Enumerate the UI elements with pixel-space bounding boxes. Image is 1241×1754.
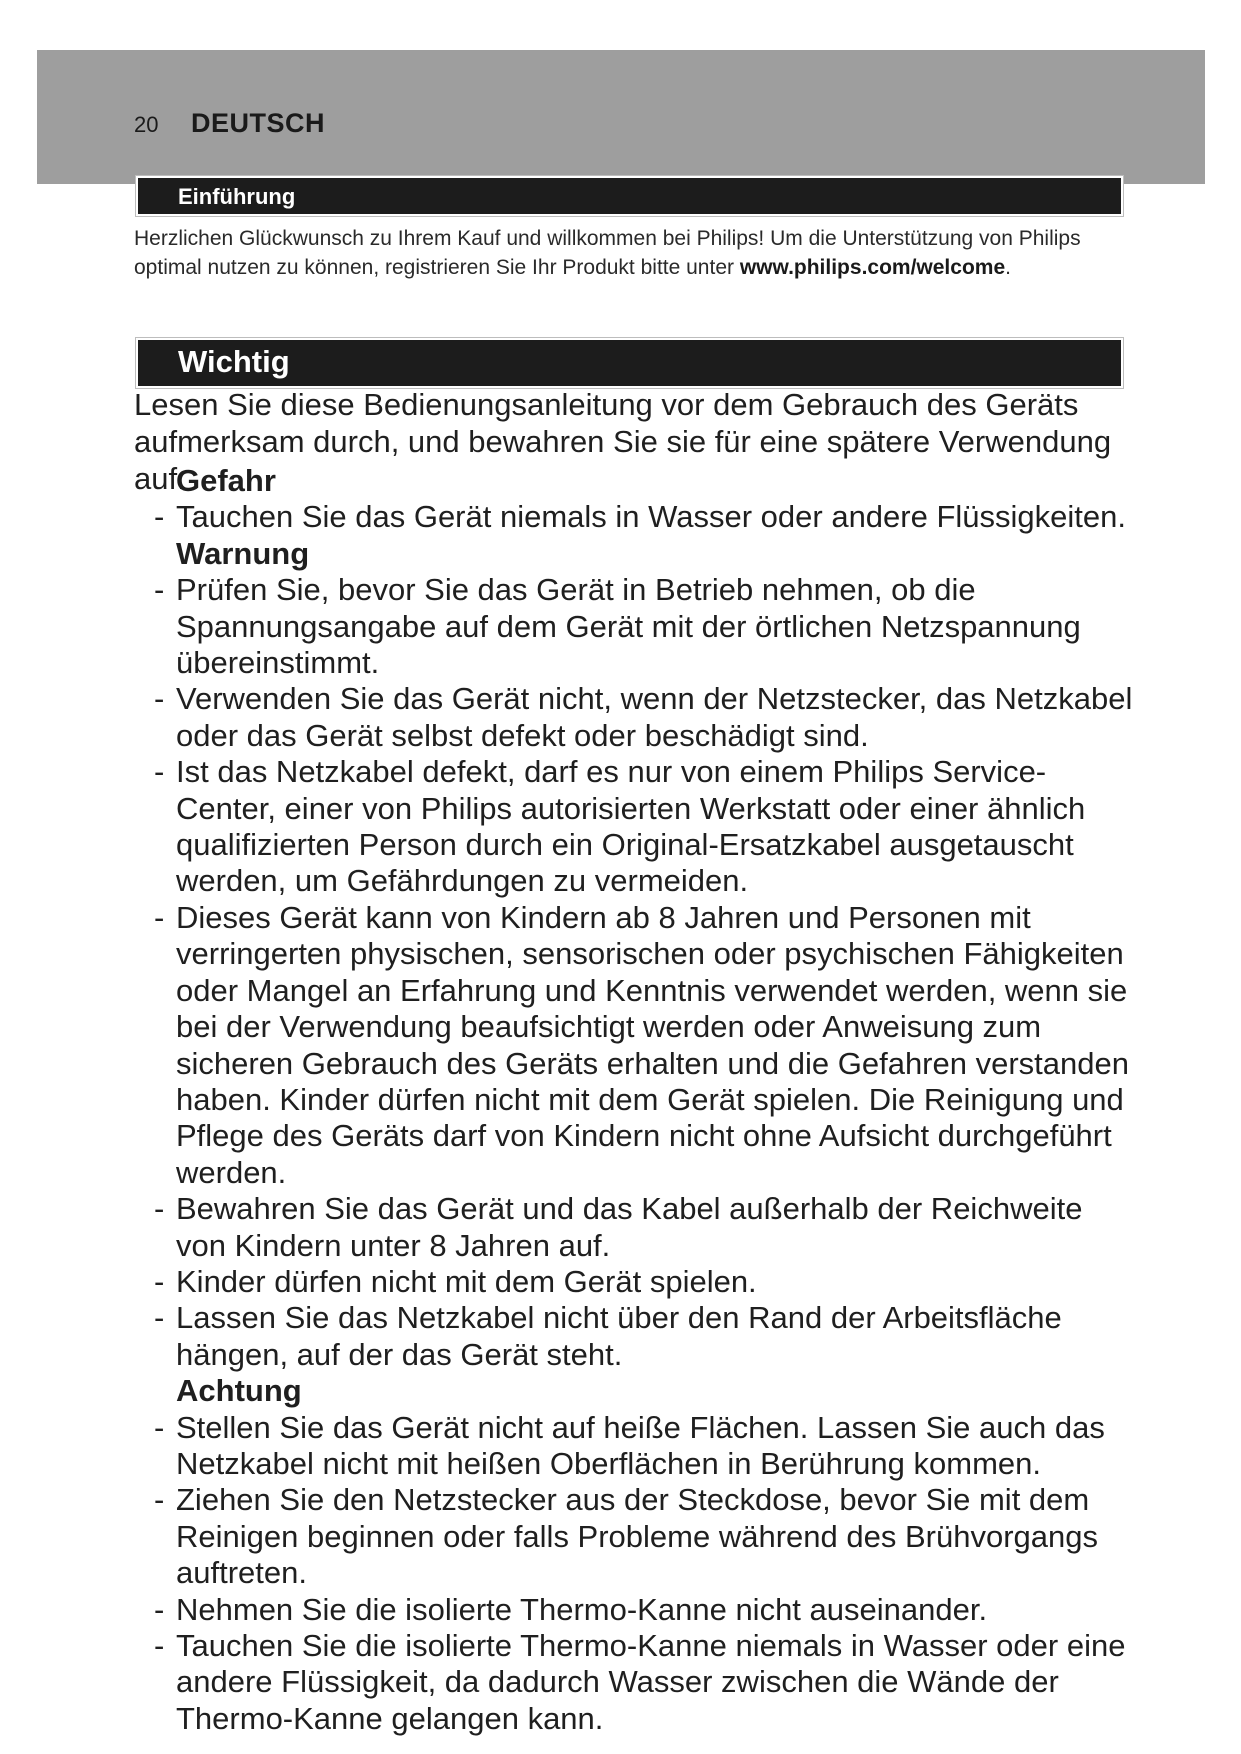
bullet-dash: - — [154, 499, 165, 535]
bullet-dash: - — [154, 1628, 165, 1663]
safety-content — [134, 463, 1134, 1737]
bullet-dash: - — [154, 1482, 165, 1518]
list-item — [134, 1482, 1134, 1591]
list-item-text: Ist das Netzkabel defekt, darf es nur von einem Philips Service-Center, einer von Philips autorisierten Werkstatt oder einer ähnlich qualifizierten Person durch ein Original-Ersatzkabel ausgetauscht werden, um Gefährdungen zu vermeiden. — [176, 754, 1086, 899]
bullet-dash: - — [154, 572, 165, 608]
bullet-dash: - — [154, 899, 165, 935]
important-lead: Lesen Sie diese Bedienungsanleitung vor dem Gebrauch des Geräts aufmerksam durch, und bewahren Sie sie für eine spätere Verwendung auf. — [134, 387, 1112, 496]
list-item-text: Ziehen Sie den Netzstecker aus der Steckdose, bevor Sie mit dem Reinigen beginnen oder falls Probleme während des Brühvorgangs auftreten. — [176, 1482, 1098, 1591]
list-item-text: Prüfen Sie, bevor Sie das Gerät in Betrieb nehmen, ob die Spannungsangabe auf dem Gerät mit der örtlichen Netzspannung übereinstimmt. — [176, 572, 1081, 681]
bullet-dash: - — [154, 1263, 165, 1299]
list-item-text: Tauchen Sie die isolierte Thermo-Kanne niemals in Wasser oder eine andere Flüssigkeit, da dadurch Wasser zwischen die Wände der Thermo-Kanne gelangen kann. — [176, 1628, 1126, 1736]
language-title: DEUTSCH — [191, 108, 326, 138]
bullet-dash: - — [154, 1191, 165, 1227]
bullet-dash: - — [154, 1591, 165, 1627]
list-item — [134, 1191, 1134, 1264]
list-item — [134, 1628, 1134, 1737]
list-item — [134, 900, 1134, 1191]
list-item — [134, 1410, 1134, 1483]
list-item — [134, 572, 1134, 681]
page-number: 20 — [134, 112, 159, 137]
registration-link[interactable]: www.philips.com/welcome — [739, 255, 1006, 279]
list-item-text: Lassen Sie das Netzkabel nicht über den Rand der Arbeitsfläche hängen, auf der das Gerät steht. — [176, 1300, 1062, 1372]
list-item-text: Bewahren Sie das Gerät und das Kabel außerhalb der Reichweite von Kindern unter 8 Jahren auf. — [176, 1191, 1083, 1263]
list-item-text: Stellen Sie das Gerät nicht auf heiße Flächen. Lassen Sie auch das Netzkabel nicht mit heißen Oberflächen in Berührung kommen. — [176, 1409, 1105, 1481]
intro-heading-bar — [136, 176, 1123, 216]
important-heading: Wichtig — [178, 344, 290, 379]
section-title-achtung: Achtung — [176, 1373, 302, 1409]
list-item — [134, 1592, 1134, 1628]
bullet-dash: - — [154, 681, 165, 717]
bullet-dash: - — [154, 1300, 165, 1336]
list-item-text: Verwenden Sie das Gerät nicht, wenn der Netzstecker, das Netzkabel oder das Gerät selbst defekt oder beschädigt sind. — [176, 681, 1133, 753]
intro-heading: Einführung — [178, 184, 296, 209]
important-heading-bar — [136, 338, 1123, 388]
list-item-text: Tauchen Sie das Gerät niemals in Wasser oder andere Flüssigkeiten. — [176, 499, 1126, 535]
list-item — [134, 1264, 1134, 1300]
intro-text: Herzlichen Glückwunsch zu Ihrem Kauf und willkommen bei Philips! Um die Unterstützung von Philips optimal nutzen zu können, registrieren Sie Ihr Produkt bitte unter — [134, 227, 1081, 279]
list-item — [134, 1300, 1134, 1373]
section-title-gefahr: Gefahr — [176, 463, 276, 498]
list-item-text: Nehmen Sie die isolierte Thermo-Kanne nicht auseinander. — [176, 1591, 988, 1627]
list-item — [134, 754, 1134, 900]
section-title-warnung: Warnung — [176, 535, 310, 571]
list-item-text: Dieses Gerät kann von Kindern ab 8 Jahren und Personen mit verringerten physischen, sensorischen oder psychischen Fähigkeiten oder Mangel an Erfahrung und Kenntnis verwendet werden, wenn sie bei der Verwendung beaufsichtigt werden oder Anweisung zum sicheren Gebrauch des Geräts erhalten und die Gefahren verstanden haben. Kinder dürfen nicht mit dem Gerät spielen. Die Reinigung und Pflege des Geräts darf von Kindern nicht ohne Aufsicht durchgeführt werden. — [176, 899, 1129, 1190]
intro-paragraph — [134, 225, 1094, 282]
bullet-dash: - — [154, 754, 165, 790]
list-item — [134, 681, 1134, 754]
list-item-text: Kinder dürfen nicht mit dem Gerät spielen. — [176, 1263, 757, 1299]
bullet-dash: - — [154, 1409, 165, 1445]
intro-suffix: . — [1005, 255, 1011, 279]
list-item — [134, 499, 1134, 535]
